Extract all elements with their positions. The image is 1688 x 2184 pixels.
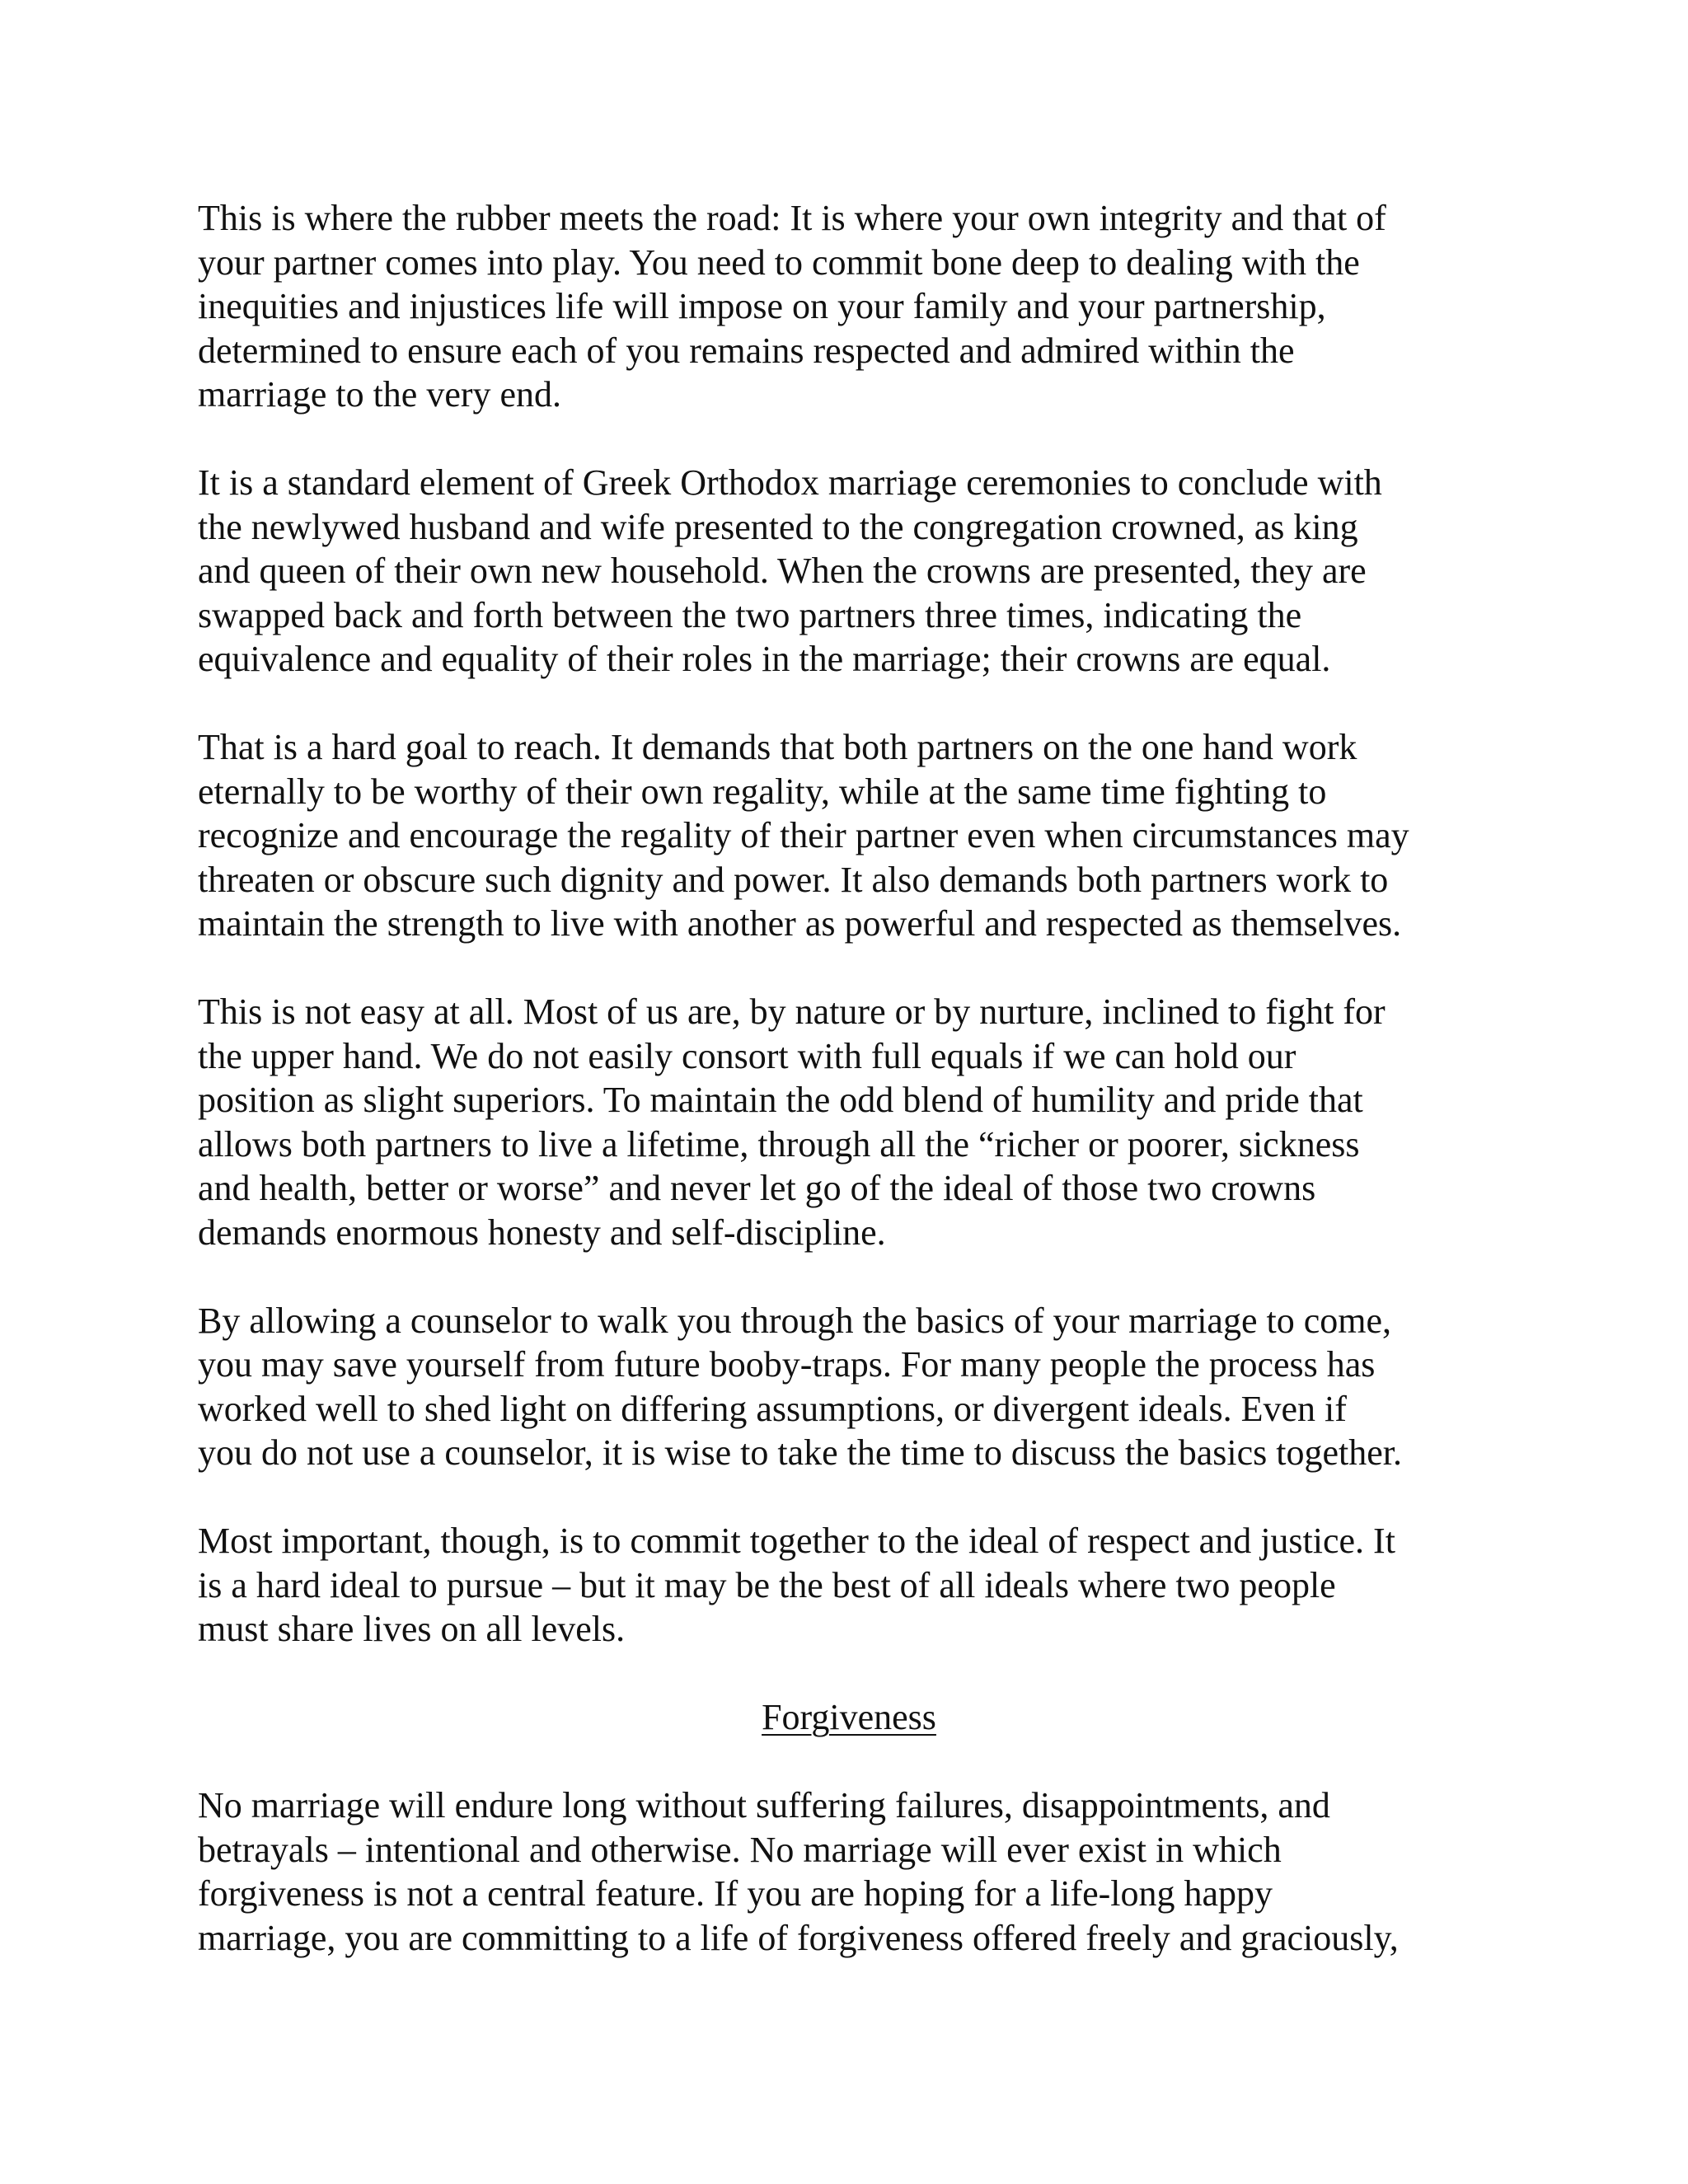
text-line: Most important, though, is to commit together to the ideal of respect and justice. It <box>198 1521 1395 1561</box>
text-line: maintain the strength to live with another as powerful and respected as themselves. <box>198 903 1402 944</box>
section-heading: Forgiveness <box>762 1697 936 1737</box>
paragraph-6 <box>198 1519 1500 1652</box>
text-line: This is where the rubber meets the road: It is where your own integrity and that of <box>198 198 1386 238</box>
text-line: That is a hard goal to reach. It demands that both partners on the one hand work <box>198 727 1357 767</box>
text-line: the newlywed husband and wife presented to the congregation crowned, as king <box>198 506 1358 547</box>
text-line: forgiveness is not a central feature. If you are hoping for a life-long happy <box>198 1873 1273 1914</box>
paragraph-7 <box>198 1783 1500 1960</box>
text-line: must share lives on all levels. <box>198 1609 626 1649</box>
text-line: is a hard ideal to pursue – but it may be the best of all ideals where two people <box>198 1564 1336 1605</box>
text-line: threaten or obscure such dignity and power. It also demands both partners work to <box>198 859 1389 900</box>
text-line: eternally to be worthy of their own regality, while at the same time fighting to <box>198 771 1327 812</box>
text-line: equivalence and equality of their roles in the marriage; their crowns are equal. <box>198 639 1331 679</box>
text-line: This is not easy at all. Most of us are, by nature or by nurture, inclined to fight for <box>198 991 1386 1032</box>
text-line: you may save yourself from future booby-traps. For many people the process has <box>198 1344 1376 1385</box>
text-line: No marriage will endure long without suffering failures, disappointments, and <box>198 1785 1330 1825</box>
text-line: betrayals – intentional and otherwise. No marriage will ever exist in which <box>198 1829 1282 1870</box>
text-line: demands enormous honesty and self-discipline. <box>198 1212 886 1253</box>
text-line: swapped back and forth between the two partners three times, indicating the <box>198 594 1302 635</box>
paragraph-2 <box>198 461 1500 682</box>
text-line: marriage to the very end. <box>198 374 562 415</box>
text-line: and queen of their own new household. When the crowns are presented, they are <box>198 551 1367 591</box>
text-line: recognize and encourage the regality of their partner even when circumstances may <box>198 815 1409 855</box>
text-line: worked well to shed light on differing assumptions, or divergent ideals. Even if <box>198 1388 1347 1429</box>
text-line: you do not use a counselor, it is wise to take the time to discuss the basics together. <box>198 1432 1402 1473</box>
document-body <box>198 196 1500 2004</box>
text-line: determined to ensure each of you remains respected and admired within the <box>198 330 1295 371</box>
text-line: position as slight superiors. To maintain the odd blend of humility and pride that <box>198 1080 1363 1120</box>
text-line: It is a standard element of Greek Orthodox marriage ceremonies to conclude with <box>198 462 1382 503</box>
text-line: the upper hand. We do not easily consort with full equals if we can hold our <box>198 1035 1296 1076</box>
paragraph-4 <box>198 990 1500 1254</box>
text-line: By allowing a counselor to walk you through the basics of your marriage to come, <box>198 1300 1391 1341</box>
paragraph-3 <box>198 725 1500 946</box>
paragraph-5 <box>198 1299 1500 1475</box>
text-line: your partner comes into play. You need to commit bone deep to dealing with the <box>198 241 1360 283</box>
text-line: allows both partners to live a lifetime, through all the “richer or poorer, sickness <box>198 1123 1360 1165</box>
paragraph-1 <box>198 196 1500 417</box>
text-line: and health, better or worse” and never let go of the ideal of those two crowns <box>198 1168 1316 1208</box>
text-line: inequities and injustices life will impose on your family and your partnership, <box>198 286 1326 326</box>
text-line: marriage, you are committing to a life of forgiveness offered freely and graciously, <box>198 1917 1399 1958</box>
